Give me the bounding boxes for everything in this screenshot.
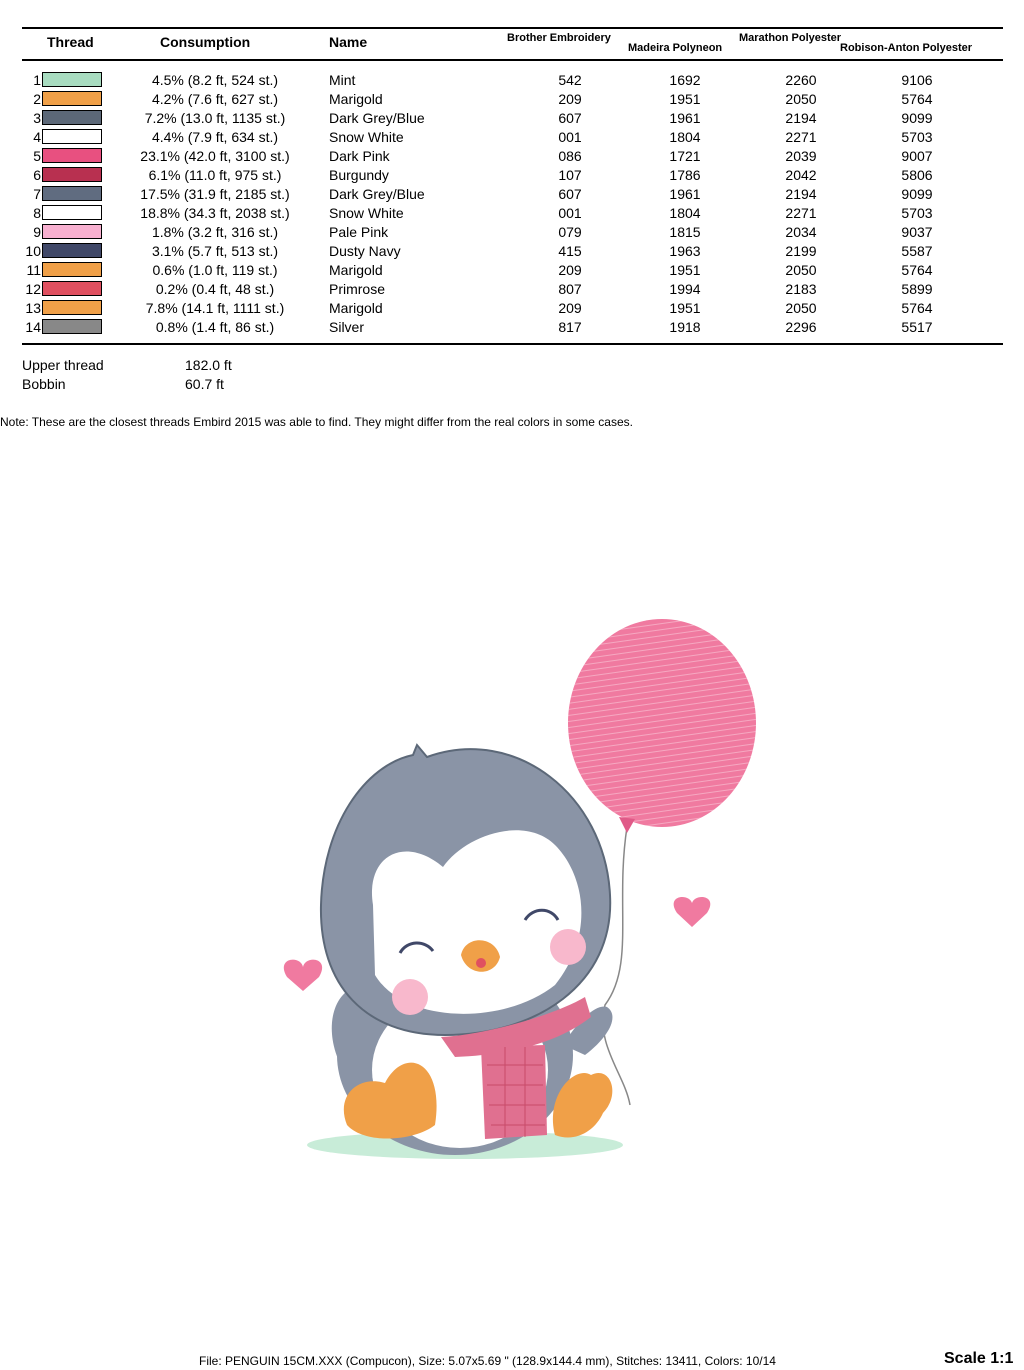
robison-code: 9037 (901, 224, 933, 240)
marathon-code: 2042 (785, 167, 817, 183)
thread-number: 11 (26, 262, 41, 278)
thread-number: 8 (33, 205, 41, 221)
thread-number: 4 (33, 129, 41, 145)
table-row (0, 318, 1024, 337)
thread-name: Primrose (329, 281, 386, 297)
madeira-code: 1804 (669, 205, 701, 221)
robison-code: 9106 (901, 72, 933, 88)
penguin-embroidery-preview (255, 605, 775, 1175)
thread-consumption: 4.2% (7.6 ft, 627 st.) (151, 91, 279, 107)
madeira-code: 1951 (669, 91, 701, 107)
brother-code: 107 (558, 167, 582, 183)
table-row (0, 71, 1024, 90)
bobbin-label: Bobbin (22, 376, 66, 392)
thread-consumption: 3.1% (5.7 ft, 513 st.) (151, 243, 279, 259)
color-swatch (42, 300, 102, 315)
brother-code: 086 (558, 148, 582, 164)
thread-number: 3 (33, 110, 41, 126)
table-bottom-rule (22, 343, 1003, 345)
madeira-code: 1815 (669, 224, 701, 240)
thread-consumption: 7.2% (13.0 ft, 1135 st.) (144, 110, 286, 126)
table-row (0, 109, 1024, 128)
color-swatch (42, 205, 102, 220)
header-marathon: Marathon Polyester (739, 32, 842, 44)
thread-number: 2 (33, 91, 41, 107)
thread-number: 10 (25, 243, 41, 259)
upper-thread-value: 182.0 ft (185, 357, 232, 373)
madeira-code: 1918 (669, 319, 701, 335)
marathon-code: 2194 (785, 110, 817, 126)
marathon-code: 2034 (785, 224, 817, 240)
thread-name: Marigold (329, 262, 383, 278)
robison-code: 5703 (901, 205, 933, 221)
color-swatch (42, 186, 102, 201)
color-swatch (42, 91, 102, 106)
marathon-code: 2260 (785, 72, 817, 88)
table-row (0, 90, 1024, 109)
bobbin-value: 60.7 ft (185, 376, 224, 392)
brother-code: 415 (558, 243, 582, 259)
thread-number: 7 (33, 186, 41, 202)
thread-name: Snow White (329, 205, 404, 221)
madeira-code: 1786 (669, 167, 701, 183)
table-row (0, 242, 1024, 261)
madeira-code: 1721 (669, 148, 701, 164)
header-thread: Thread (47, 34, 94, 50)
table-row (0, 223, 1024, 242)
marathon-code: 2199 (785, 243, 817, 259)
marathon-code: 2183 (785, 281, 817, 297)
thread-name: Dark Pink (329, 148, 390, 164)
color-swatch (42, 281, 102, 296)
thread-name: Snow White (329, 129, 404, 145)
thread-consumption: 6.1% (11.0 ft, 975 st.) (148, 167, 282, 183)
header-name: Name (329, 34, 368, 50)
color-swatch (42, 72, 102, 87)
thread-name: Silver (329, 319, 365, 335)
color-swatch (42, 129, 102, 144)
madeira-code: 1961 (669, 186, 701, 202)
header-robison: Robison-Anton Polyester (840, 42, 973, 54)
robison-code: 9007 (901, 148, 933, 164)
thread-name: Dark Grey/Blue (329, 110, 425, 126)
marathon-code: 2271 (785, 205, 817, 221)
brother-code: 001 (558, 129, 582, 145)
thread-name: Mint (329, 72, 356, 88)
brother-code: 807 (558, 281, 582, 297)
table-row (0, 185, 1024, 204)
thread-consumption: 17.5% (31.9 ft, 2185 st.) (140, 186, 290, 202)
brother-code: 001 (558, 205, 582, 221)
header-madeira: Madeira Polyneon (628, 42, 723, 54)
table-row (0, 128, 1024, 147)
color-swatch (42, 319, 102, 334)
table-row (0, 299, 1024, 318)
brother-code: 542 (558, 72, 582, 88)
madeira-code: 1951 (669, 262, 701, 278)
marathon-code: 2050 (785, 300, 817, 316)
madeira-code: 1951 (669, 300, 701, 316)
color-swatch (42, 167, 102, 182)
robison-code: 5806 (901, 167, 933, 183)
thread-number: 12 (25, 281, 41, 297)
madeira-code: 1994 (669, 281, 701, 297)
marathon-code: 2271 (785, 129, 817, 145)
brother-code: 209 (558, 91, 582, 107)
thread-name: Dusty Navy (329, 243, 401, 259)
marathon-code: 2039 (785, 148, 817, 164)
heart-left (284, 960, 322, 991)
color-swatch (42, 243, 102, 258)
thread-name: Pale Pink (329, 224, 389, 240)
thread-note: Note: These are the closest threads Embird 2015 was able to find. They might differ from the real colors in some cases. (0, 415, 633, 429)
table-header-rule (22, 59, 1003, 61)
thread-consumption: 18.8% (34.3 ft, 2038 st.) (140, 205, 290, 221)
brother-code: 209 (558, 300, 582, 316)
robison-code: 5764 (901, 91, 933, 107)
header-brother: Brother Embroidery (507, 32, 611, 44)
marathon-code: 2050 (785, 91, 817, 107)
robison-code: 5899 (901, 281, 933, 297)
color-swatch (42, 224, 102, 239)
table-row (0, 204, 1024, 223)
robison-code: 5703 (901, 129, 933, 145)
brother-code: 607 (558, 110, 582, 126)
thread-consumption: 0.6% (1.0 ft, 119 st.) (152, 262, 278, 278)
thread-number: 13 (25, 300, 41, 316)
color-swatch (42, 262, 102, 277)
robison-code: 5517 (901, 319, 933, 335)
madeira-code: 1692 (669, 72, 701, 88)
madeira-code: 1961 (669, 110, 701, 126)
robison-code: 5764 (901, 262, 933, 278)
thread-name: Dark Grey/Blue (329, 186, 425, 202)
thread-number: 6 (33, 167, 41, 183)
marathon-code: 2194 (785, 186, 817, 202)
thread-consumption: 1.8% (3.2 ft, 316 st.) (151, 224, 279, 240)
scale-label: Scale 1:1 (944, 1350, 1014, 1367)
left-cheek (392, 979, 428, 1015)
thread-consumption: 4.5% (8.2 ft, 524 st.) (151, 72, 279, 88)
thread-name: Marigold (329, 300, 383, 316)
marathon-code: 2296 (785, 319, 817, 335)
table-row (0, 280, 1024, 299)
table-row (0, 261, 1024, 280)
thread-consumption: 0.2% (0.4 ft, 48 st.) (155, 281, 275, 297)
brother-code: 079 (558, 224, 582, 240)
color-swatch (42, 148, 102, 163)
thread-name: Marigold (329, 91, 383, 107)
thread-consumption: 4.4% (7.9 ft, 634 st.) (151, 129, 279, 145)
table-top-rule (22, 27, 1003, 29)
brother-code: 817 (558, 319, 582, 335)
thread-number: 1 (33, 72, 41, 88)
robison-code: 9099 (901, 186, 933, 202)
thread-consumption: 23.1% (42.0 ft, 3100 st.) (140, 148, 290, 164)
thread-number: 9 (33, 224, 41, 240)
heart-right (674, 897, 711, 927)
table-row (0, 147, 1024, 166)
madeira-code: 1804 (669, 129, 701, 145)
color-swatch (42, 110, 102, 125)
robison-code: 5587 (901, 243, 933, 259)
upper-thread-label: Upper thread (22, 357, 104, 373)
table-row (0, 166, 1024, 185)
brother-code: 209 (558, 262, 582, 278)
file-info-footer: File: PENGUIN 15CM.XXX (Compucon), Size: 5.07x5.69 " (128.9x144.4 mm), Stitches: 13411, Colors: 10/14 (199, 1354, 776, 1368)
thread-name: Burgundy (329, 167, 389, 183)
thread-number: 14 (25, 319, 41, 335)
right-cheek (550, 929, 586, 965)
brother-code: 607 (558, 186, 582, 202)
marathon-code: 2050 (785, 262, 817, 278)
header-consumption: Consumption (160, 34, 251, 50)
madeira-code: 1963 (669, 243, 701, 259)
thread-consumption: 7.8% (14.1 ft, 1111 st.) (145, 300, 285, 316)
thread-consumption: 0.8% (1.4 ft, 86 st.) (155, 319, 275, 335)
robison-code: 5764 (901, 300, 933, 316)
robison-code: 9099 (901, 110, 933, 126)
thread-number: 5 (33, 148, 41, 164)
